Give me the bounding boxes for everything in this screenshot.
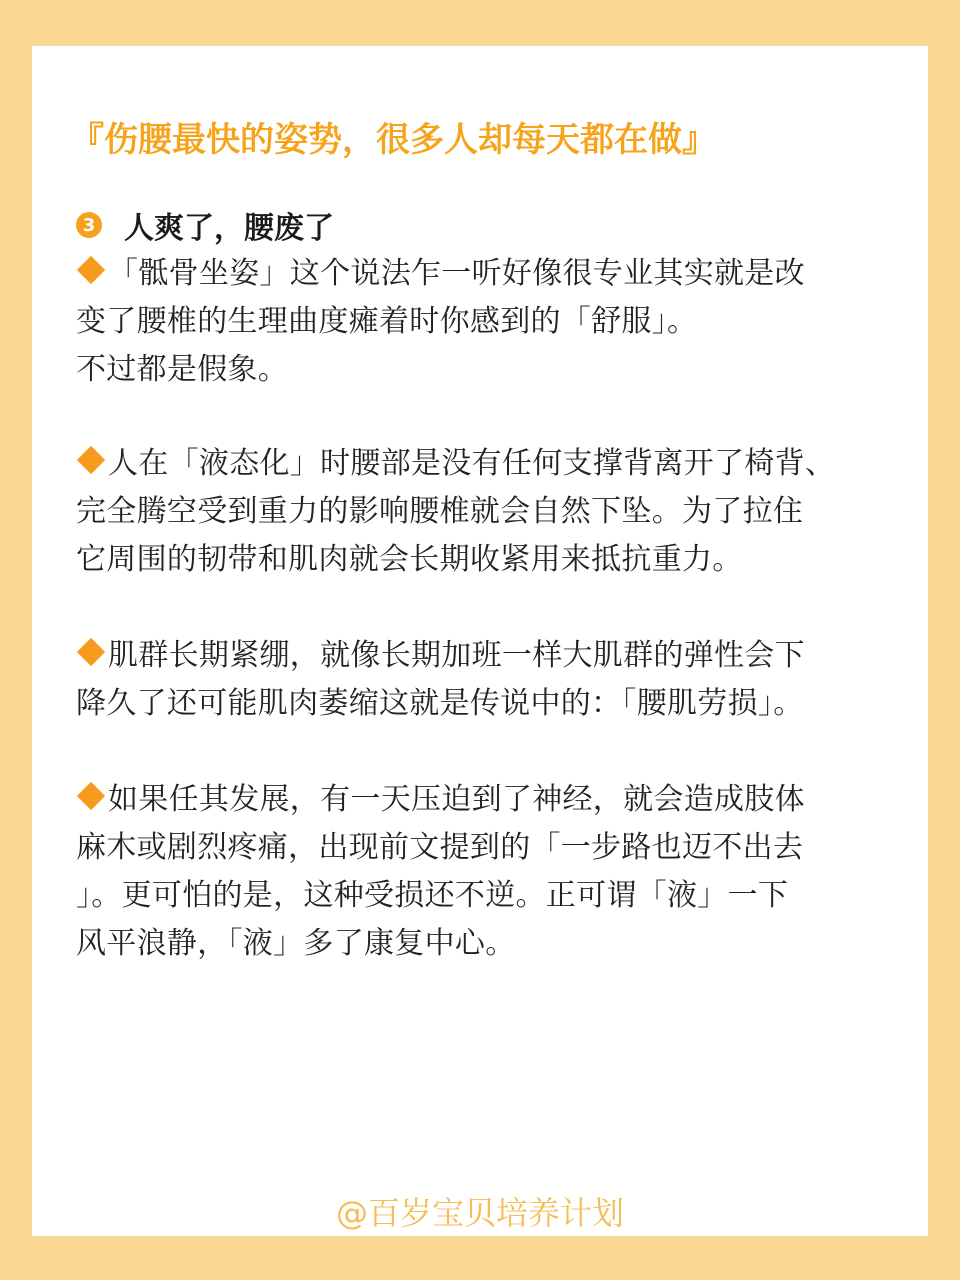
paragraph-line: 肌群长期紧绷，就像长期加班一样大肌群的弹性会下 xyxy=(76,632,898,680)
paragraph-line: 降久了还可能肌肉萎缩这就是传说中的：「腰肌劳损」。 xyxy=(76,686,804,721)
diamond-bullet-icon xyxy=(77,446,105,474)
paragraph-line: 麻木或剧烈疼痛，出现前文提到的「一步路也迈不出去 xyxy=(76,830,804,865)
paragraph-line: 它周围的韧带和肌肉就会长期收紧用来抵抗重力。 xyxy=(76,542,743,577)
paragraph-4 xyxy=(76,776,898,968)
paragraph-3 xyxy=(76,632,898,728)
paragraph-1 xyxy=(76,250,898,394)
diamond-bullet-icon xyxy=(77,638,105,666)
section-heading-text: 人爽了，腰废了 xyxy=(124,211,334,246)
paragraph-line: 变了腰椎的生理曲度瘫着时你感到的「舒服」。 xyxy=(76,304,698,339)
paragraph-line: 风平浪静，「液」多了康复中心。 xyxy=(76,926,516,961)
page-title: 『伤腰最快的姿势，很多人却每天都在做』 xyxy=(70,120,716,160)
author-watermark: @百岁宝贝培养计划 xyxy=(335,1194,624,1232)
paragraph-2 xyxy=(76,440,898,584)
paragraph-line: 如果任其发展，有一天压迫到了神经，就会造成肢体 xyxy=(76,776,898,824)
section-heading xyxy=(76,202,896,248)
paragraph-line: 完全腾空受到重力的影响腰椎就会自然下坠。为了拉住 xyxy=(76,494,804,529)
number-badge-icon: 3 xyxy=(76,212,102,238)
diamond-bullet-icon xyxy=(77,782,105,810)
paragraph-line: 「骶骨坐姿」这个说法乍一听好像很专业其实就是改 xyxy=(76,250,898,298)
paragraph-line: 」。更可怕的是，这种受损还不逆。正可谓「液」一下 xyxy=(76,878,789,913)
paragraph-line: 不过都是假象。 xyxy=(76,352,289,387)
diamond-bullet-icon xyxy=(77,256,105,284)
paragraph-line: 人在「液态化」时腰部是没有任何支撑背离开了椅背、 xyxy=(76,440,898,488)
